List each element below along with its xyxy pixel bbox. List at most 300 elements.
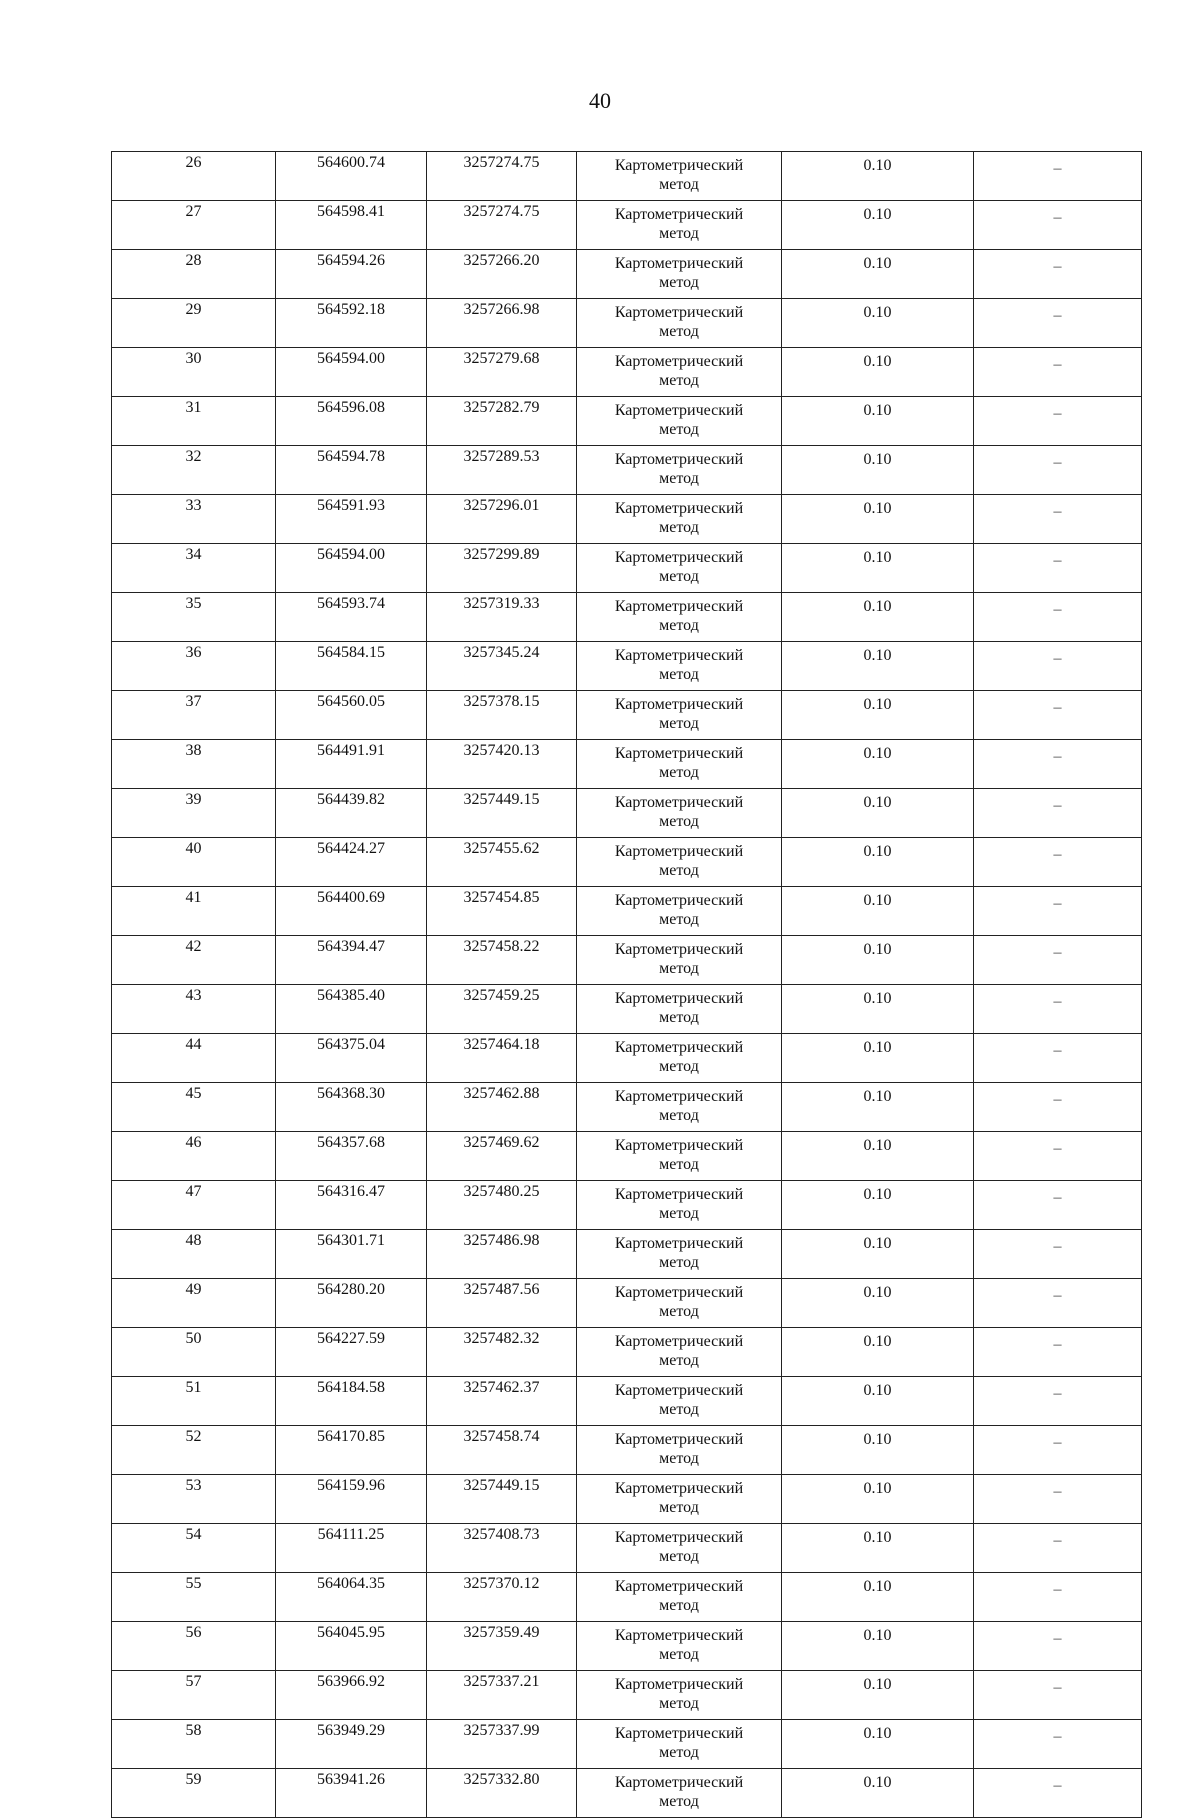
accuracy-cell: 0.10 <box>782 201 974 250</box>
table-row <box>112 1524 1142 1573</box>
y-coordinate-cell: 3257359.49 <box>427 1622 577 1671</box>
y-coordinate-cell: 3257337.99 <box>427 1720 577 1769</box>
accuracy-cell: 0.10 <box>782 152 974 201</box>
y-coordinate-cell: 3257455.62 <box>427 838 577 887</box>
table-row <box>112 299 1142 348</box>
x-coordinate-cell: 564301.71 <box>276 1230 427 1279</box>
method-line-1: Картометрический <box>614 402 744 419</box>
method-line-2: метод <box>659 1793 699 1810</box>
note-cell: – <box>974 1720 1142 1769</box>
method-cell <box>577 1769 782 1818</box>
y-coordinate-cell: 3257480.25 <box>427 1181 577 1230</box>
table-row <box>112 1622 1142 1671</box>
method-line-1: Картометрический <box>614 598 744 615</box>
x-coordinate-cell: 564560.05 <box>276 691 427 740</box>
point-number-cell: 48 <box>112 1230 276 1279</box>
accuracy-cell: 0.10 <box>782 348 974 397</box>
method-cell <box>577 1230 782 1279</box>
method-line-1: Картометрический <box>614 255 744 272</box>
table-row <box>112 985 1142 1034</box>
note-cell: – <box>974 250 1142 299</box>
method-cell <box>577 299 782 348</box>
method-line-1: Картометрический <box>614 843 744 860</box>
method-line-1: Картометрический <box>614 892 744 909</box>
table-row <box>112 1720 1142 1769</box>
x-coordinate-cell: 564600.74 <box>276 152 427 201</box>
method-cell <box>577 348 782 397</box>
method-line-2: метод <box>659 176 699 193</box>
note-cell: – <box>974 1426 1142 1475</box>
method-cell <box>577 1377 782 1426</box>
accuracy-cell: 0.10 <box>782 495 974 544</box>
method-cell <box>577 1671 782 1720</box>
method-cell <box>577 446 782 495</box>
x-coordinate-cell: 564045.95 <box>276 1622 427 1671</box>
method-line-1: Картометрический <box>614 1431 744 1448</box>
note-cell: – <box>974 495 1142 544</box>
page-number: 40 <box>589 88 611 113</box>
accuracy-cell: 0.10 <box>782 642 974 691</box>
table-row <box>112 397 1142 446</box>
accuracy-cell: 0.10 <box>782 1475 974 1524</box>
note-cell: – <box>974 1475 1142 1524</box>
accuracy-cell: 0.10 <box>782 985 974 1034</box>
x-coordinate-cell: 564400.69 <box>276 887 427 936</box>
point-number-cell: 35 <box>112 593 276 642</box>
y-coordinate-cell: 3257482.32 <box>427 1328 577 1377</box>
method-line-2: метод <box>659 470 699 487</box>
method-line-2: метод <box>659 666 699 683</box>
note-cell: – <box>974 152 1142 201</box>
method-cell <box>577 1524 782 1573</box>
method-line-1: Картометрический <box>614 990 744 1007</box>
method-line-2: метод <box>659 323 699 340</box>
x-coordinate-cell: 564598.41 <box>276 201 427 250</box>
y-coordinate-cell: 3257370.12 <box>427 1573 577 1622</box>
method-line-1: Картометрический <box>614 745 744 762</box>
method-cell <box>577 740 782 789</box>
method-cell <box>577 201 782 250</box>
method-line-2: метод <box>659 1303 699 1320</box>
accuracy-cell: 0.10 <box>782 544 974 593</box>
y-coordinate-cell: 3257332.80 <box>427 1769 577 1818</box>
point-number-cell: 47 <box>112 1181 276 1230</box>
method-line-1: Картометрический <box>614 647 744 664</box>
table-row <box>112 1475 1142 1524</box>
method-line-1: Картометрический <box>614 1137 744 1154</box>
y-coordinate-cell: 3257449.15 <box>427 1475 577 1524</box>
accuracy-cell: 0.10 <box>782 691 974 740</box>
x-coordinate-cell: 564111.25 <box>276 1524 427 1573</box>
accuracy-cell: 0.10 <box>782 838 974 887</box>
method-line-2: метод <box>659 1205 699 1222</box>
method-cell <box>577 152 782 201</box>
table-row <box>112 1573 1142 1622</box>
y-coordinate-cell: 3257296.01 <box>427 495 577 544</box>
y-coordinate-cell: 3257266.98 <box>427 299 577 348</box>
method-line-2: метод <box>659 911 699 928</box>
point-number-cell: 58 <box>112 1720 276 1769</box>
method-cell <box>577 1279 782 1328</box>
table-row <box>112 593 1142 642</box>
accuracy-cell: 0.10 <box>782 1573 974 1622</box>
method-cell <box>577 1328 782 1377</box>
note-cell: – <box>974 887 1142 936</box>
point-number-cell: 28 <box>112 250 276 299</box>
note-cell: – <box>974 397 1142 446</box>
method-line-2: метод <box>659 421 699 438</box>
note-cell: – <box>974 1671 1142 1720</box>
x-coordinate-cell: 563941.26 <box>276 1769 427 1818</box>
x-coordinate-cell: 564439.82 <box>276 789 427 838</box>
y-coordinate-cell: 3257289.53 <box>427 446 577 495</box>
note-cell: – <box>974 593 1142 642</box>
note-cell: – <box>974 985 1142 1034</box>
x-coordinate-cell: 564375.04 <box>276 1034 427 1083</box>
y-coordinate-cell: 3257408.73 <box>427 1524 577 1573</box>
y-coordinate-cell: 3257454.85 <box>427 887 577 936</box>
accuracy-cell: 0.10 <box>782 740 974 789</box>
point-number-cell: 37 <box>112 691 276 740</box>
point-number-cell: 49 <box>112 1279 276 1328</box>
note-cell: – <box>974 201 1142 250</box>
table-row <box>112 642 1142 691</box>
point-number-cell: 53 <box>112 1475 276 1524</box>
point-number-cell: 43 <box>112 985 276 1034</box>
point-number-cell: 45 <box>112 1083 276 1132</box>
point-number-cell: 33 <box>112 495 276 544</box>
note-cell: – <box>974 1279 1142 1328</box>
accuracy-cell: 0.10 <box>782 593 974 642</box>
method-cell <box>577 1034 782 1083</box>
note-cell: – <box>974 544 1142 593</box>
accuracy-cell: 0.10 <box>782 1377 974 1426</box>
accuracy-cell: 0.10 <box>782 1181 974 1230</box>
table-row <box>112 1377 1142 1426</box>
method-line-1: Картометрический <box>614 500 744 517</box>
method-cell <box>577 250 782 299</box>
table-row <box>112 1769 1142 1818</box>
accuracy-cell: 0.10 <box>782 1622 974 1671</box>
table-row <box>112 887 1142 936</box>
method-line-1: Картометрический <box>614 1235 744 1252</box>
note-cell: – <box>974 1034 1142 1083</box>
y-coordinate-cell: 3257279.68 <box>427 348 577 397</box>
y-coordinate-cell: 3257464.18 <box>427 1034 577 1083</box>
method-line-1: Картометрический <box>614 353 744 370</box>
accuracy-cell: 0.10 <box>782 397 974 446</box>
accuracy-cell: 0.10 <box>782 250 974 299</box>
method-line-2: метод <box>659 225 699 242</box>
table-row <box>112 201 1142 250</box>
accuracy-cell: 0.10 <box>782 1132 974 1181</box>
x-coordinate-cell: 564594.00 <box>276 348 427 397</box>
table-row <box>112 1083 1142 1132</box>
y-coordinate-cell: 3257487.56 <box>427 1279 577 1328</box>
accuracy-cell: 0.10 <box>782 1524 974 1573</box>
y-coordinate-cell: 3257319.33 <box>427 593 577 642</box>
table-row <box>112 250 1142 299</box>
method-cell <box>577 1720 782 1769</box>
note-cell: – <box>974 691 1142 740</box>
note-cell: – <box>974 446 1142 495</box>
x-coordinate-cell: 564424.27 <box>276 838 427 887</box>
x-coordinate-cell: 564170.85 <box>276 1426 427 1475</box>
table-row <box>112 1671 1142 1720</box>
method-cell <box>577 1475 782 1524</box>
point-number-cell: 29 <box>112 299 276 348</box>
table-row <box>112 1230 1142 1279</box>
y-coordinate-cell: 3257266.20 <box>427 250 577 299</box>
accuracy-cell: 0.10 <box>782 299 974 348</box>
point-number-cell: 26 <box>112 152 276 201</box>
method-line-1: Картометрический <box>614 1039 744 1056</box>
method-cell <box>577 1622 782 1671</box>
note-cell: – <box>974 936 1142 985</box>
x-coordinate-cell: 564064.35 <box>276 1573 427 1622</box>
method-cell <box>577 691 782 740</box>
accuracy-cell: 0.10 <box>782 1426 974 1475</box>
table-row <box>112 1279 1142 1328</box>
point-number-cell: 44 <box>112 1034 276 1083</box>
method-cell <box>577 1181 782 1230</box>
y-coordinate-cell: 3257337.21 <box>427 1671 577 1720</box>
y-coordinate-cell: 3257299.89 <box>427 544 577 593</box>
table-row <box>112 936 1142 985</box>
table-row <box>112 544 1142 593</box>
method-line-2: метод <box>659 1009 699 1026</box>
note-cell: – <box>974 1230 1142 1279</box>
method-line-1: Картометрический <box>614 1676 744 1693</box>
point-number-cell: 36 <box>112 642 276 691</box>
method-cell <box>577 936 782 985</box>
y-coordinate-cell: 3257486.98 <box>427 1230 577 1279</box>
point-number-cell: 54 <box>112 1524 276 1573</box>
accuracy-cell: 0.10 <box>782 1671 974 1720</box>
method-line-1: Картометрический <box>614 451 744 468</box>
x-coordinate-cell: 564596.08 <box>276 397 427 446</box>
accuracy-cell: 0.10 <box>782 936 974 985</box>
note-cell: – <box>974 1524 1142 1573</box>
y-coordinate-cell: 3257469.62 <box>427 1132 577 1181</box>
x-coordinate-cell: 564368.30 <box>276 1083 427 1132</box>
accuracy-cell: 0.10 <box>782 1720 974 1769</box>
point-number-cell: 31 <box>112 397 276 446</box>
x-coordinate-cell: 563966.92 <box>276 1671 427 1720</box>
method-line-1: Картометрический <box>614 1088 744 1105</box>
note-cell: – <box>974 1377 1142 1426</box>
method-line-2: метод <box>659 813 699 830</box>
method-line-2: метод <box>659 1450 699 1467</box>
table-row <box>112 838 1142 887</box>
accuracy-cell: 0.10 <box>782 446 974 495</box>
table-row <box>112 740 1142 789</box>
table-row <box>112 348 1142 397</box>
accuracy-cell: 0.10 <box>782 1083 974 1132</box>
method-cell <box>577 397 782 446</box>
method-line-1: Картометрический <box>614 304 744 321</box>
accuracy-cell: 0.10 <box>782 1230 974 1279</box>
method-line-2: метод <box>659 617 699 634</box>
y-coordinate-cell: 3257274.75 <box>427 201 577 250</box>
note-cell: – <box>974 348 1142 397</box>
accuracy-cell: 0.10 <box>782 887 974 936</box>
y-coordinate-cell: 3257345.24 <box>427 642 577 691</box>
note-cell: – <box>974 1573 1142 1622</box>
table-row <box>112 495 1142 544</box>
y-coordinate-cell: 3257274.75 <box>427 152 577 201</box>
method-line-1: Картометрический <box>614 1186 744 1203</box>
accuracy-cell: 0.10 <box>782 1034 974 1083</box>
x-coordinate-cell: 564593.74 <box>276 593 427 642</box>
x-coordinate-cell: 564594.78 <box>276 446 427 495</box>
point-number-cell: 46 <box>112 1132 276 1181</box>
point-number-cell: 57 <box>112 1671 276 1720</box>
accuracy-cell: 0.10 <box>782 1328 974 1377</box>
point-number-cell: 34 <box>112 544 276 593</box>
point-number-cell: 40 <box>112 838 276 887</box>
x-coordinate-cell: 564491.91 <box>276 740 427 789</box>
table-row <box>112 789 1142 838</box>
method-cell <box>577 495 782 544</box>
table-row <box>112 1426 1142 1475</box>
x-coordinate-cell: 564394.47 <box>276 936 427 985</box>
method-cell <box>577 1132 782 1181</box>
table-row <box>112 691 1142 740</box>
method-line-2: метод <box>659 1156 699 1173</box>
point-number-cell: 42 <box>112 936 276 985</box>
note-cell: – <box>974 1622 1142 1671</box>
method-line-1: Картометрический <box>614 157 744 174</box>
y-coordinate-cell: 3257449.15 <box>427 789 577 838</box>
point-number-cell: 30 <box>112 348 276 397</box>
method-line-2: метод <box>659 764 699 781</box>
y-coordinate-cell: 3257378.15 <box>427 691 577 740</box>
x-coordinate-cell: 564594.26 <box>276 250 427 299</box>
point-number-cell: 51 <box>112 1377 276 1426</box>
method-line-2: метод <box>659 1499 699 1516</box>
method-line-2: метод <box>659 568 699 585</box>
x-coordinate-cell: 564594.00 <box>276 544 427 593</box>
method-cell <box>577 1426 782 1475</box>
method-line-2: метод <box>659 1352 699 1369</box>
y-coordinate-cell: 3257459.25 <box>427 985 577 1034</box>
method-line-2: метод <box>659 862 699 879</box>
method-line-2: метод <box>659 1254 699 1271</box>
note-cell: – <box>974 838 1142 887</box>
method-cell <box>577 985 782 1034</box>
point-number-cell: 32 <box>112 446 276 495</box>
point-number-cell: 55 <box>112 1573 276 1622</box>
x-coordinate-cell: 564591.93 <box>276 495 427 544</box>
x-coordinate-cell: 564357.68 <box>276 1132 427 1181</box>
y-coordinate-cell: 3257420.13 <box>427 740 577 789</box>
x-coordinate-cell: 564280.20 <box>276 1279 427 1328</box>
x-coordinate-cell: 564316.47 <box>276 1181 427 1230</box>
note-cell: – <box>974 740 1142 789</box>
x-coordinate-cell: 564592.18 <box>276 299 427 348</box>
point-number-cell: 27 <box>112 201 276 250</box>
y-coordinate-cell: 3257282.79 <box>427 397 577 446</box>
accuracy-cell: 0.10 <box>782 1769 974 1818</box>
method-line-2: метод <box>659 1058 699 1075</box>
point-number-cell: 52 <box>112 1426 276 1475</box>
table-row <box>112 1328 1142 1377</box>
method-line-2: метод <box>659 1597 699 1614</box>
table-row <box>112 152 1142 201</box>
x-coordinate-cell: 564227.59 <box>276 1328 427 1377</box>
method-line-1: Картометрический <box>614 1578 744 1595</box>
y-coordinate-cell: 3257458.22 <box>427 936 577 985</box>
point-number-cell: 50 <box>112 1328 276 1377</box>
method-line-1: Картометрический <box>614 1627 744 1644</box>
method-cell <box>577 1083 782 1132</box>
method-cell <box>577 1573 782 1622</box>
x-coordinate-cell: 564184.58 <box>276 1377 427 1426</box>
table-row <box>112 1181 1142 1230</box>
x-coordinate-cell: 564385.40 <box>276 985 427 1034</box>
note-cell: – <box>974 1083 1142 1132</box>
method-cell <box>577 838 782 887</box>
y-coordinate-cell: 3257462.88 <box>427 1083 577 1132</box>
accuracy-cell: 0.10 <box>782 1279 974 1328</box>
method-line-1: Картометрический <box>614 794 744 811</box>
method-line-1: Картометрический <box>614 696 744 713</box>
method-line-2: метод <box>659 274 699 291</box>
method-line-1: Картометрический <box>614 1725 744 1742</box>
method-cell <box>577 593 782 642</box>
method-line-1: Картометрический <box>614 1284 744 1301</box>
point-number-cell: 56 <box>112 1622 276 1671</box>
method-cell <box>577 544 782 593</box>
method-cell <box>577 642 782 691</box>
method-line-2: метод <box>659 1401 699 1418</box>
method-line-1: Картометрический <box>614 1480 744 1497</box>
method-line-2: метод <box>659 372 699 389</box>
note-cell: – <box>974 642 1142 691</box>
x-coordinate-cell: 564159.96 <box>276 1475 427 1524</box>
note-cell: – <box>974 789 1142 838</box>
method-line-1: Картометрический <box>614 549 744 566</box>
accuracy-cell: 0.10 <box>782 789 974 838</box>
point-number-cell: 41 <box>112 887 276 936</box>
method-line-1: Картометрический <box>614 941 744 958</box>
method-line-2: метод <box>659 1646 699 1663</box>
table-row <box>112 1132 1142 1181</box>
table-row <box>112 446 1142 495</box>
method-line-1: Картометрический <box>614 1774 744 1791</box>
table-body <box>112 152 1142 1818</box>
method-line-2: метод <box>659 1744 699 1761</box>
x-coordinate-cell: 564584.15 <box>276 642 427 691</box>
note-cell: – <box>974 1328 1142 1377</box>
method-line-2: метод <box>659 1548 699 1565</box>
note-cell: – <box>974 1181 1142 1230</box>
table-row <box>112 1034 1142 1083</box>
x-coordinate-cell: 563949.29 <box>276 1720 427 1769</box>
point-number-cell: 39 <box>112 789 276 838</box>
y-coordinate-cell: 3257458.74 <box>427 1426 577 1475</box>
method-cell <box>577 887 782 936</box>
method-line-2: метод <box>659 1695 699 1712</box>
note-cell: – <box>974 1132 1142 1181</box>
note-cell: – <box>974 299 1142 348</box>
method-line-2: метод <box>659 1107 699 1124</box>
method-line-1: Картометрический <box>614 1333 744 1350</box>
coordinates-table <box>111 151 1142 1818</box>
method-line-1: Картометрический <box>614 206 744 223</box>
method-line-2: метод <box>659 715 699 732</box>
